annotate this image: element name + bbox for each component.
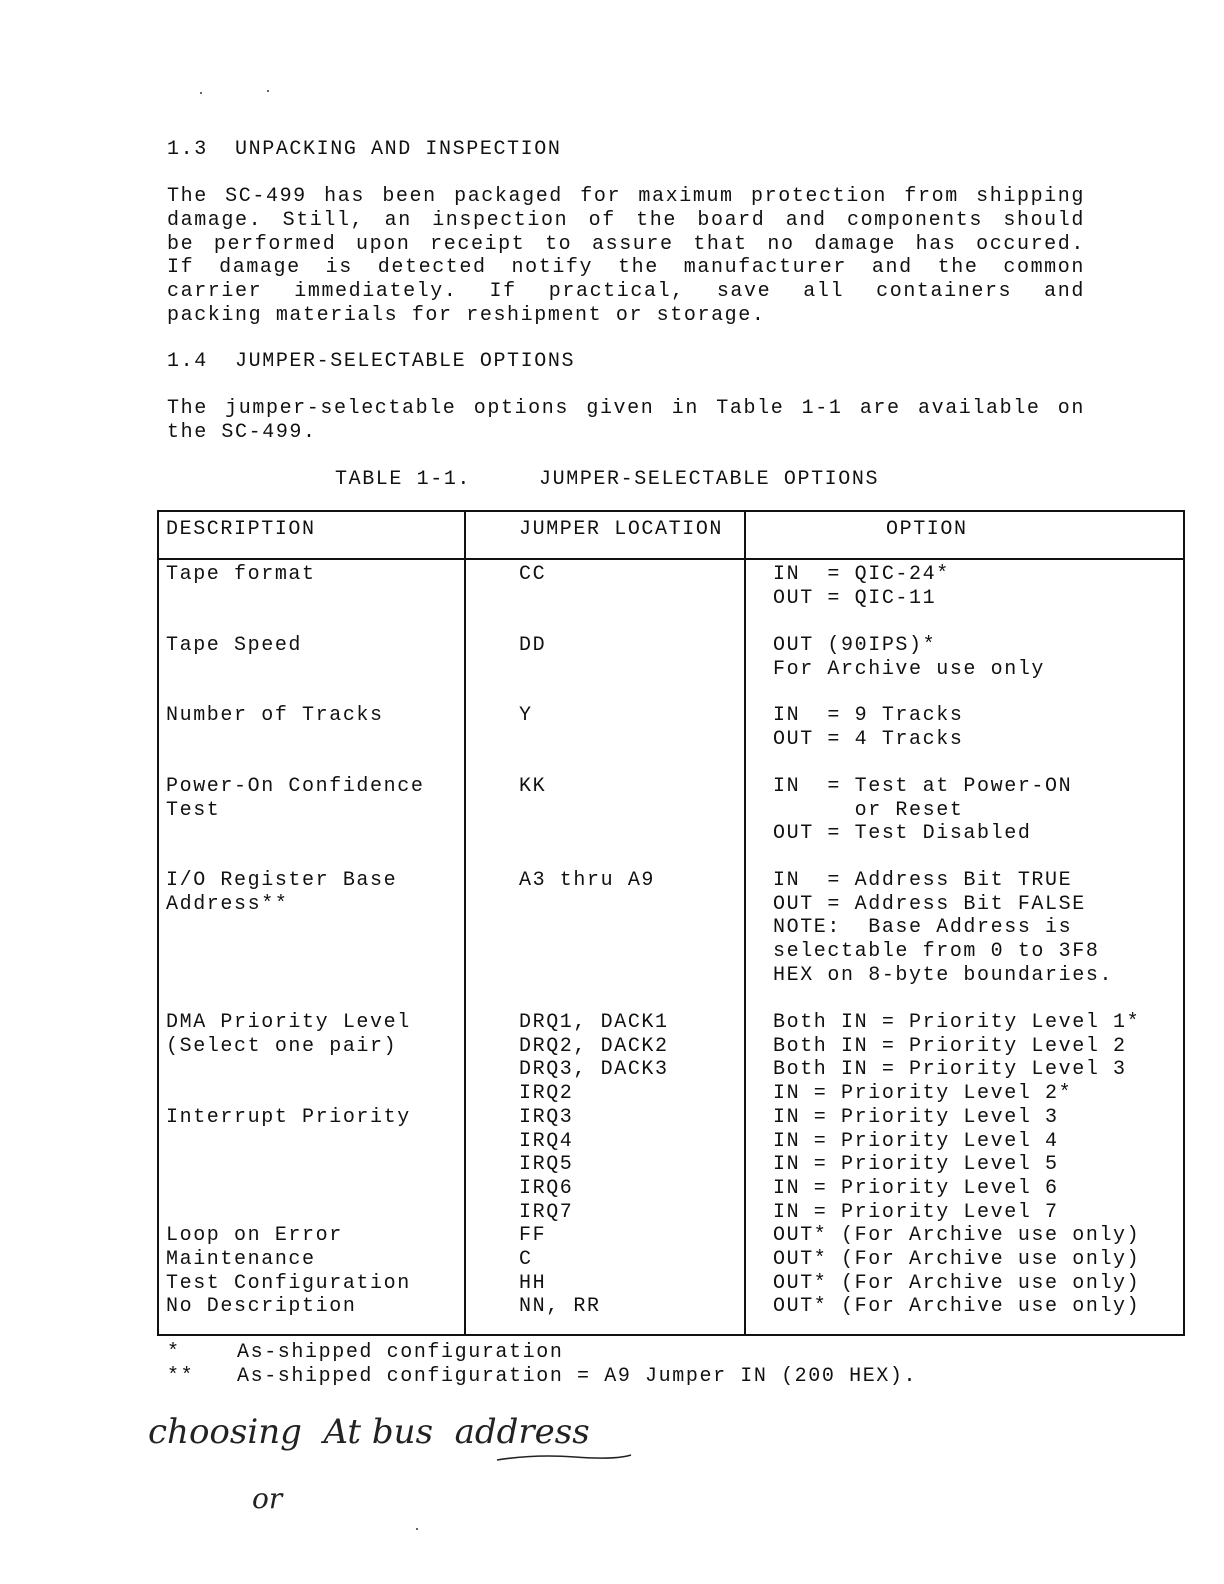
table-cell-jumper: KK — [519, 775, 547, 798]
header-divider — [159, 558, 1183, 560]
table-cell-description: I/O Register Base Address** — [166, 869, 398, 916]
footnote — [167, 1365, 917, 1388]
handwritten-note-2: or — [252, 1482, 283, 1515]
scan-speck — [416, 1528, 418, 1530]
table-cell-option: IN = Address Bit TRUE OUT = Address Bit FALSE NOTE: Base Address is selectable from 0 to 3F8 HEX on 8-byte boundaries. — [773, 869, 1114, 987]
footnote-mark: ** — [167, 1365, 195, 1388]
table-cell-description: Power-On Confidence Test — [166, 775, 425, 822]
table-cell-jumper: DRQ1, DACK1 DRQ2, DACK2 DRQ3, DACK3 IRQ2 IRQ3 IRQ4 IRQ5 IRQ6 IRQ7 FF C HH NN, RR — [519, 1011, 669, 1319]
footnote-text: As-shipped configuration — [237, 1341, 564, 1364]
paragraph-line: packing materials for reshipment or storage. — [167, 303, 766, 327]
handwritten-underline — [495, 1452, 635, 1464]
table-cell-description: Number of Tracks — [166, 704, 384, 727]
section-heading-1-4: 1.4 JUMPER-SELECTABLE OPTIONS — [167, 350, 576, 373]
table-title: TABLE 1-1. JUMPER-SELECTABLE OPTIONS — [335, 468, 880, 491]
table-cell-option: IN = 9 Tracks OUT = 4 Tracks — [773, 704, 964, 751]
table-cell-jumper: Y — [519, 704, 533, 727]
header-jumper-location: JUMPER LOCATION — [519, 518, 724, 541]
table-cell-jumper: DD — [519, 634, 547, 657]
table-cell-option: Both IN = Priority Level 1* Both IN = Priority Level 2 Both IN = Priority Level 3 IN = Priority Level 2* IN = Priority Level 3 IN = Priority Level 4 IN = Priority Level 5 IN = Priority Level 6 IN = Priority Level 7 OUT* (For Archive use only) OUT* (For Archive use only) OUT* (For Archive use only) OUT* (For Archive use only) — [773, 1011, 1141, 1319]
section-1-4-paragraph — [167, 397, 1085, 445]
table-cell-option: OUT (90IPS)* For Archive use only — [773, 634, 1046, 681]
footnote-text: As-shipped configuration = A9 Jumper IN (200 HEX). — [237, 1365, 918, 1388]
section-1-3-paragraph — [167, 185, 1085, 328]
scan-speck — [267, 90, 269, 92]
handwritten-note: choosing At bus address — [148, 1412, 590, 1452]
footnote — [167, 1341, 563, 1364]
table-cell-option: IN = Test at Power-ON or Reset OUT = Test Disabled — [773, 775, 1073, 846]
paragraph-line: The SC-499 has been packaged for maximum protection from shipping — [167, 185, 1085, 208]
paragraph-line: the SC-499. — [167, 420, 317, 444]
scan-speck — [200, 92, 202, 94]
header-description: DESCRIPTION — [166, 518, 316, 541]
footnote-mark: * — [167, 1341, 181, 1364]
table-cell-description: DMA Priority Level (Select one pair) Interrupt Priority Loop on Error Maintenance Test Configuration No Description — [166, 1011, 411, 1319]
paragraph-line: carrier immediately. If practical, save all containers and — [167, 280, 1085, 304]
table-cell-jumper: CC — [519, 563, 547, 586]
table-cell-jumper: A3 thru A9 — [519, 869, 656, 892]
paragraph-line: The jumper-selectable options given in Table 1-1 are available on — [167, 397, 1085, 420]
paragraph-line: be performed upon receipt to assure that no damage has occured. — [167, 232, 1085, 256]
header-option: OPTION — [886, 518, 968, 541]
table-cell-option: IN = QIC-24* OUT = QIC-11 — [773, 563, 950, 610]
paragraph-line: If damage is detected notify the manufacturer and the common — [167, 256, 1085, 280]
column-divider — [464, 512, 466, 1334]
section-heading-1-3: 1.3 UNPACKING AND INSPECTION — [167, 138, 562, 161]
jumper-options-table — [157, 510, 1185, 1336]
table-cell-description: Tape Speed — [166, 634, 303, 657]
paragraph-line: damage. Still, an inspection of the board and components should — [167, 208, 1085, 232]
table-cell-description: Tape format — [166, 563, 316, 586]
column-divider — [744, 512, 746, 1334]
